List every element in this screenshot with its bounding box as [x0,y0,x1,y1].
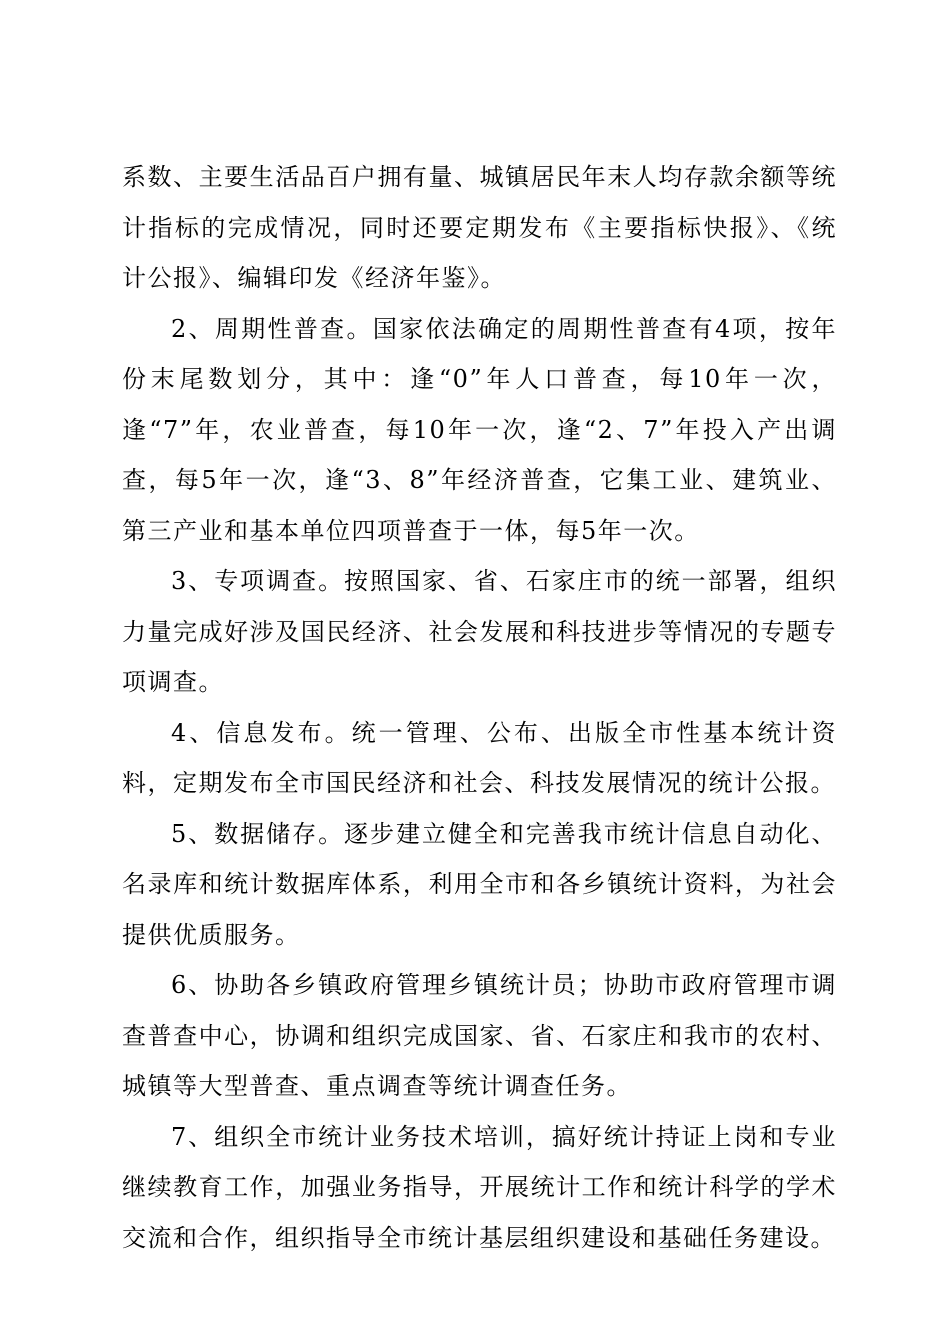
paragraph-special-survey: 3、专项调查。按照国家、省、石家庄市的统一部署，组织力量完成好涉及国民经济、社会发展和科技进步等情况的专题专项调查。 [122,567,837,696]
paragraph-assist-management: 6、协助各乡镇政府管理乡镇统计员；协助市政府管理市调查普查中心，协调和组织完成国家、省、石家庄和我市的农村、城镇等大型普查、重点调查等统计调查任务。 [122,971,837,1100]
document-body [122,152,837,1263]
paragraph-data-storage: 5、数据储存。逐步建立健全和完善我市统计信息自动化、名录库和统计数据库体系，利用全市和各乡镇统计资料，为社会提供优质服务。 [122,819,837,949]
paragraph-continued: 系数、主要生活品百户拥有量、城镇居民年末人均存款余额等统计指标的完成情况，同时还要定期发布《主要指标快报》、《统计公报》、编辑印发《经济年鉴》。 [122,163,837,292]
paragraph-information-release: 4、信息发布。统一管理、公布、出版全市性基本统计资料，定期发布全市国民经济和社会、科技发展情况的统计公报。 [122,718,837,797]
paragraph-training: 7、组织全市统计业务技术培训，搞好统计持证上岗和专业继续教育工作，加强业务指导，开展统计工作和统计科学的学术交流和合作，组织指导全市统计基层组织建设和基础任务建设。 [122,1122,837,1252]
paragraph-periodic-census: 2、周期性普查。国家依法确定的周期性普查有4项，按年份末尾数划分，其中：逢“0”年人口普查，每10年一次，逢“7”年，农业普查，每10年一次，逢“2、7”年投入产出调查，每5年一次，逢“3、8”年经济普查，它集工业、建筑业、第三产业和基本单位四项普查于一体，每5年一次。 [122,314,837,545]
